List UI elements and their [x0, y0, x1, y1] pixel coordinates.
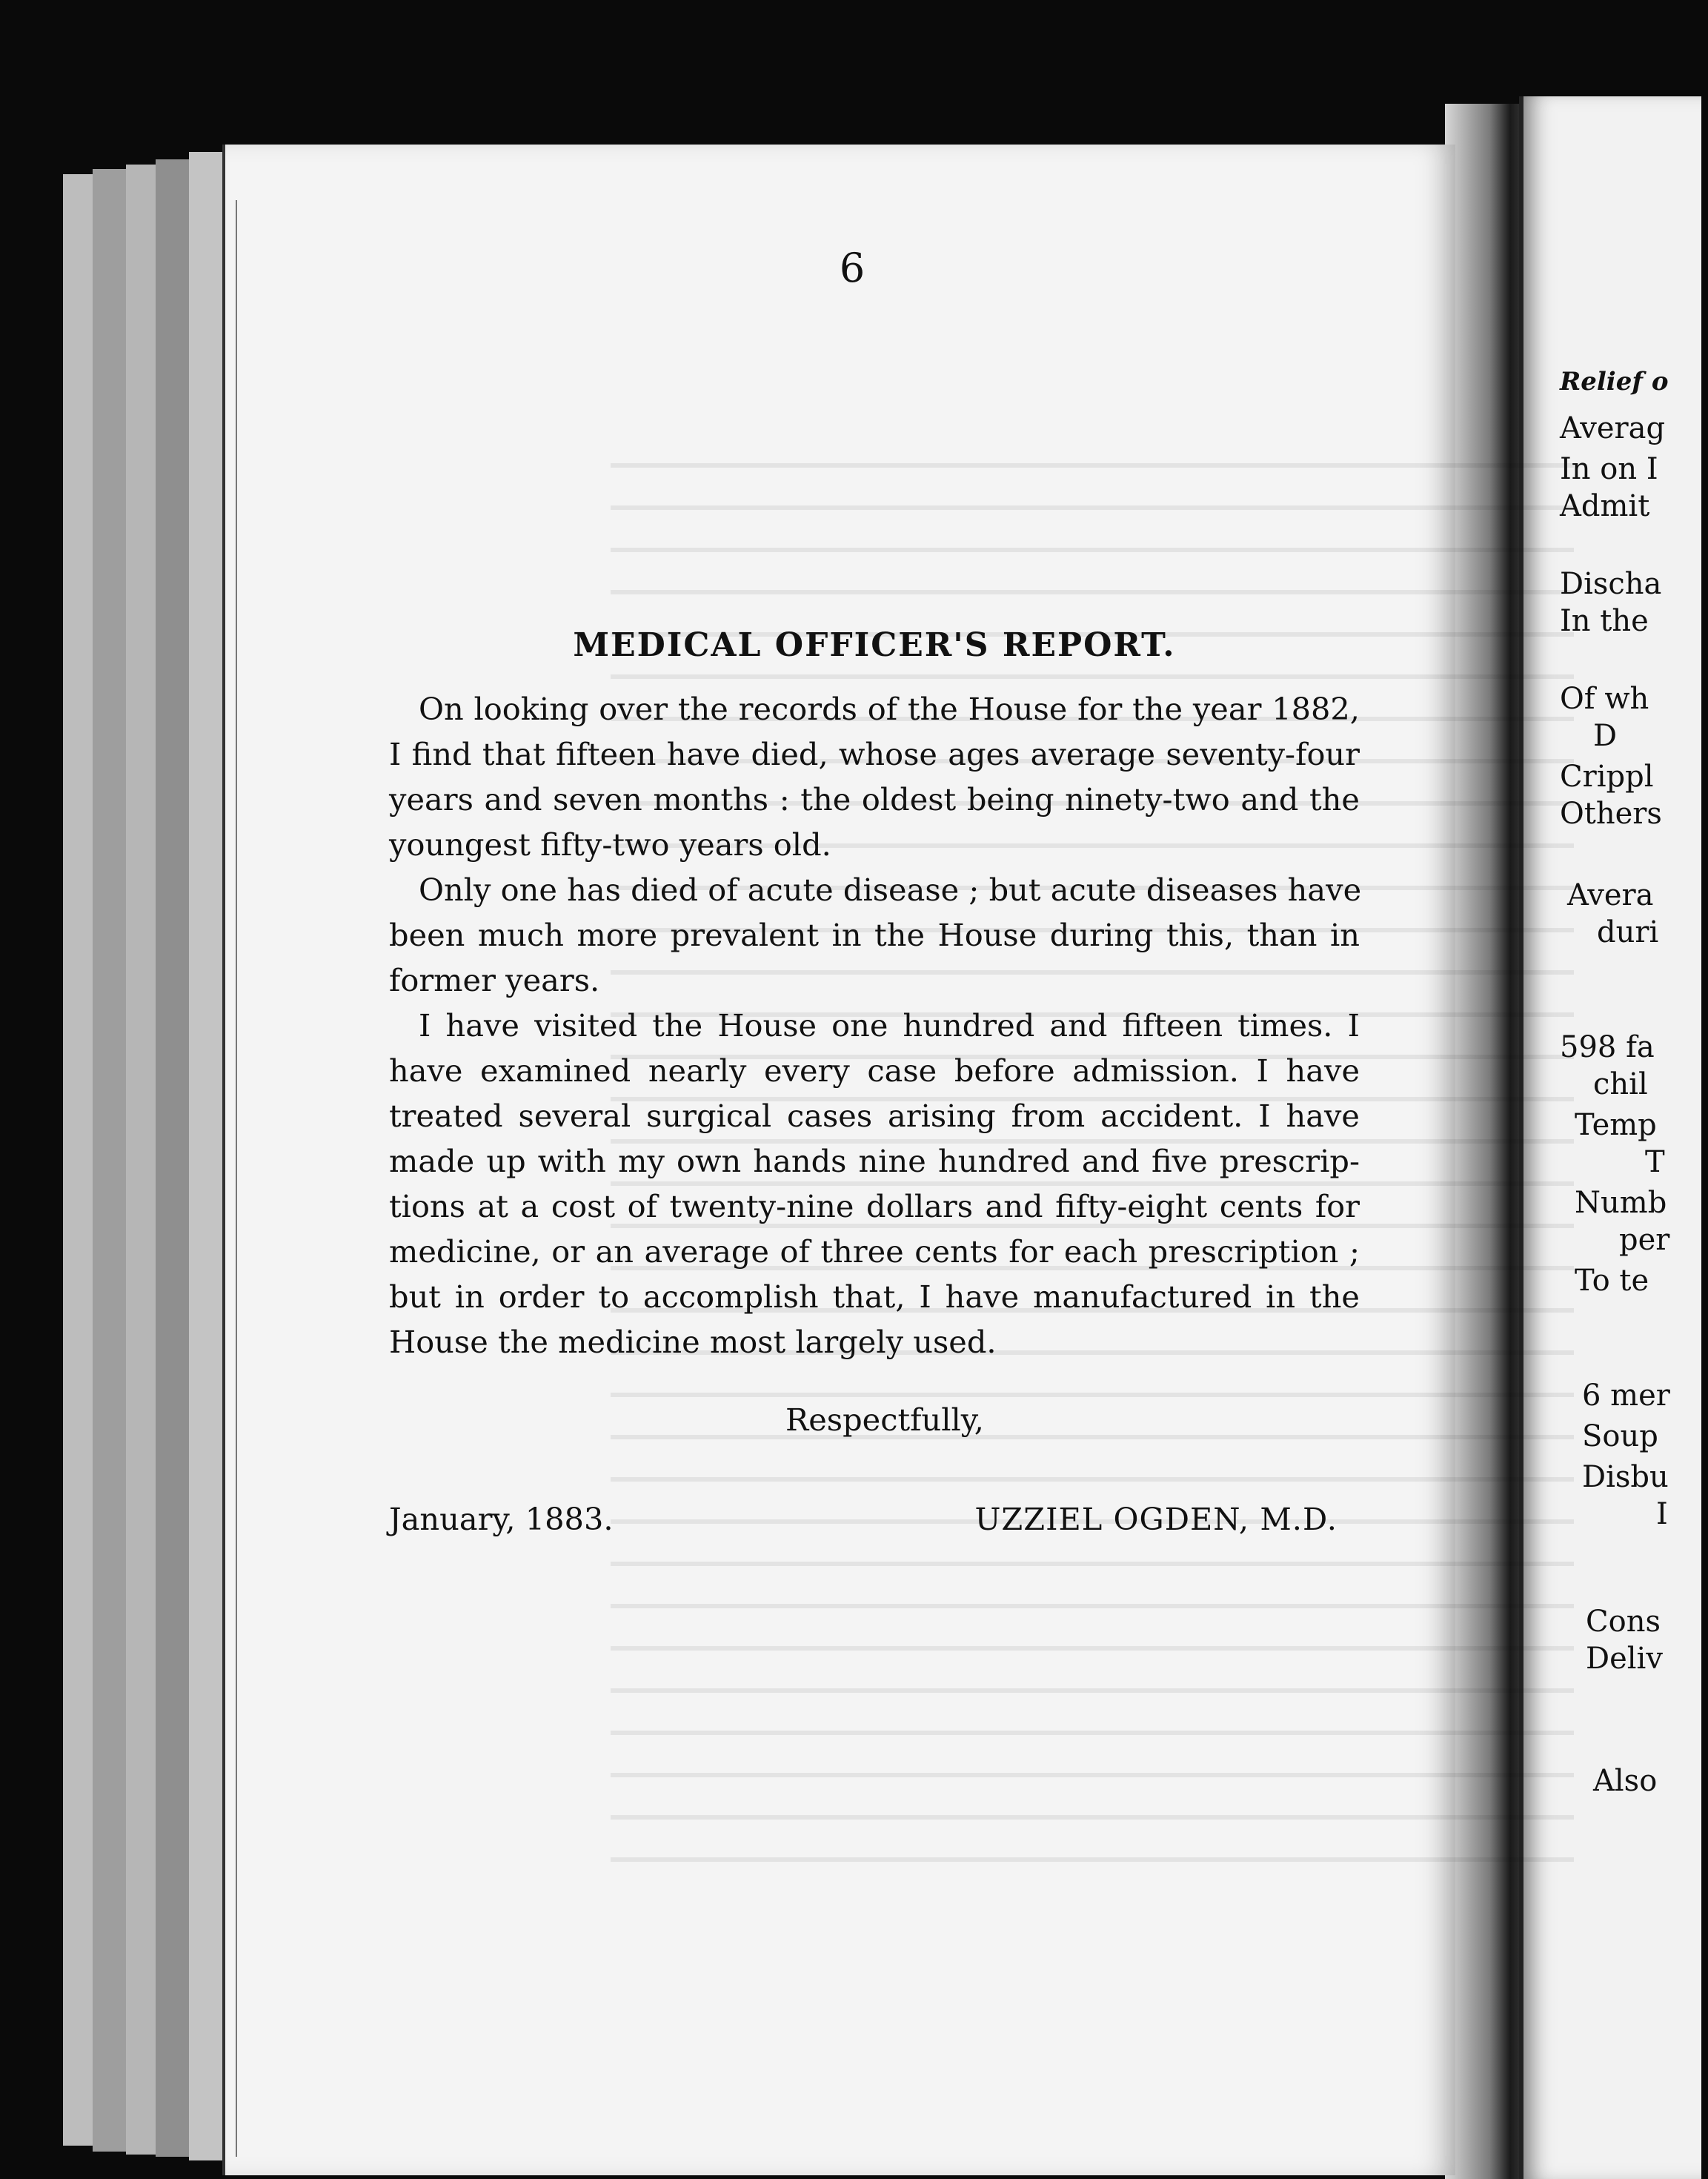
facing-line: Avera — [1567, 878, 1654, 912]
report-paragraph-3 — [389, 1003, 1360, 1364]
facing-line: D — [1593, 719, 1618, 753]
paragraph-line: but in order to accomplish that, I have manufactured in the — [389, 1278, 1360, 1315]
facing-line: 6 mer — [1582, 1379, 1670, 1413]
paragraph-line: Only one has died of acute disease ; but acute diseases have — [419, 872, 1362, 908]
facing-line: duri — [1597, 915, 1659, 949]
facing-line: Cons — [1586, 1605, 1661, 1639]
paragraph-line: House the medicine most largely used. — [389, 1324, 997, 1360]
paragraph-line: On looking over the records of the House for the year 1882, — [419, 691, 1360, 727]
signoff — [389, 1501, 1360, 1545]
paragraph-line: made up with my own hands nine hundred and five prescrip- — [389, 1143, 1360, 1179]
facing-line: Others — [1560, 797, 1662, 831]
facing-line: Averag — [1560, 411, 1666, 445]
facing-line: per — [1619, 1223, 1670, 1257]
facing-line: Discha — [1560, 567, 1662, 601]
facing-line: Temp — [1575, 1108, 1657, 1142]
facing-line: Relief o — [1560, 367, 1669, 397]
signature: UZZIEL OGDEN, M.D. — [974, 1501, 1338, 1537]
facing-line: Of wh — [1560, 682, 1649, 716]
paragraph-line: youngest fifty-two years old. — [389, 826, 831, 863]
facing-line: I — [1656, 1497, 1668, 1531]
facing-line: T — [1645, 1145, 1665, 1179]
page-border-line — [236, 200, 237, 2157]
report-title: MEDICAL OFFICER'S REPORT. — [573, 626, 1176, 664]
closing-salutation: Respectfully, — [785, 1402, 984, 1438]
facing-line: Numb — [1575, 1186, 1667, 1220]
facing-line: Crippl — [1560, 760, 1654, 794]
paragraph-line: former years. — [389, 962, 600, 998]
page-edge — [156, 159, 190, 2157]
facing-line: 598 fa — [1560, 1030, 1655, 1064]
medical-officers-report — [389, 626, 1360, 1545]
facing-line: In the — [1560, 604, 1649, 638]
facing-line: Soup — [1582, 1419, 1658, 1453]
report-paragraph-2 — [389, 867, 1360, 1003]
paragraph-line: I find that fifteen have died, whose ages average seventy-four — [389, 736, 1360, 772]
paragraph-line: tions at a cost of twenty-nine dollars and fifty-eight cents for — [389, 1188, 1360, 1224]
facing-line: To te — [1575, 1264, 1649, 1298]
page-number: 6 — [839, 245, 865, 291]
facing-line: Admit — [1560, 489, 1650, 523]
facing-line: chil — [1593, 1067, 1648, 1101]
paragraph-line: treated several surgical cases arising from accident. I have — [389, 1098, 1360, 1134]
paragraph-line: been much more prevalent in the House during this, than in — [389, 917, 1360, 953]
report-paragraph-1 — [389, 686, 1360, 867]
page-edge — [126, 165, 157, 2155]
paragraph-line: I have visited the House one hundred and fifteen times. I — [419, 1007, 1360, 1044]
facing-line: Also — [1593, 1764, 1658, 1798]
report-date: January, 1883. — [389, 1501, 614, 1537]
paragraph-line: medicine, or an average of three cents for each prescription ; — [389, 1233, 1360, 1270]
facing-line: Deliv — [1586, 1642, 1663, 1676]
facing-line: Disbu — [1582, 1460, 1669, 1494]
paragraph-line: years and seven months : the oldest being ninety-two and the — [389, 781, 1360, 817]
facing-line: In on I — [1560, 452, 1658, 486]
paragraph-line: have examined nearly every case before admission. I have — [389, 1052, 1360, 1089]
page-edge — [63, 174, 94, 2146]
page-edge — [93, 169, 127, 2152]
